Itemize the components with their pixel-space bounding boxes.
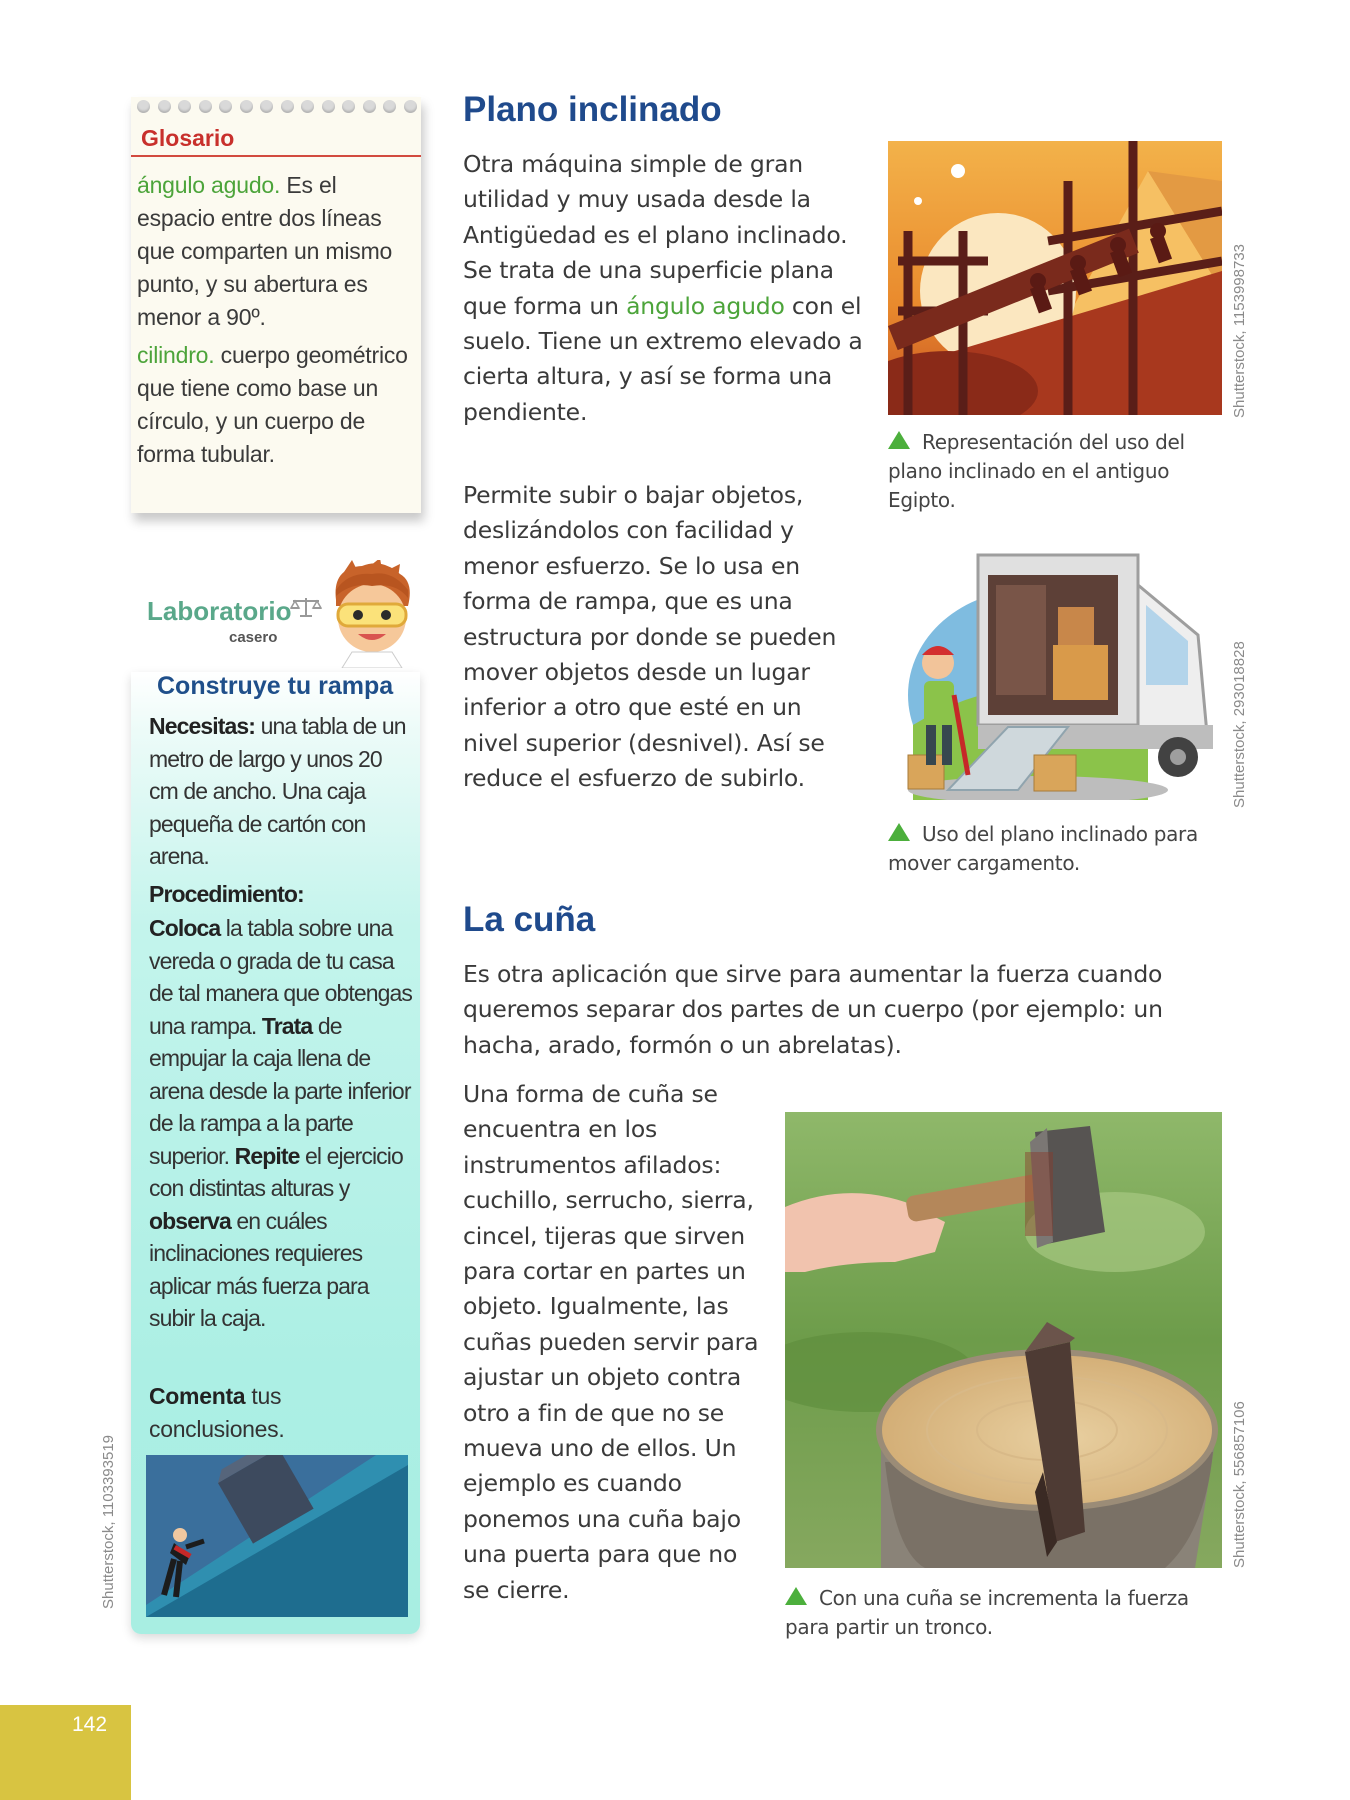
procedure-label-text: Procedimiento:	[149, 881, 304, 907]
triangle-bullet-icon	[888, 431, 910, 449]
glossary-entry	[137, 169, 419, 334]
image-credit: Shutterstock, 293018828	[1231, 641, 1248, 808]
caption-text: Con una cuña se incrementa la fuerza para partir un tronco.	[785, 1586, 1189, 1639]
ring-icon	[342, 100, 355, 113]
lab-materials	[149, 710, 414, 873]
caption-text: Representación del uso del plano inclinado en el antiguo Egipto.	[888, 430, 1185, 512]
ring-icon	[301, 100, 314, 113]
egypt-inclined-plane-image	[888, 141, 1222, 415]
image-credit: Shutterstock, 1153998733	[1231, 243, 1248, 418]
wedge-log-image	[785, 1112, 1222, 1568]
keyword-coloca: Coloca	[149, 915, 221, 941]
plano-paragraph-1	[463, 147, 863, 430]
figure-caption	[888, 428, 1218, 515]
glossary-entry	[137, 339, 419, 471]
procedure-text: en cuáles inclinaciones requieres aplicar más fuerza para subir la caja.	[149, 1207, 369, 1331]
materials-label: Necesitas:	[149, 713, 256, 739]
figure-caption	[785, 1584, 1235, 1642]
ring-icon	[158, 100, 171, 113]
cuna-paragraph-2: Una forma de cuña se encuentra en los instrumentos afilados: cuchillo, serrucho, sierra, cincel, tijeras que sirven para cortar en partes un objeto. Igualmente, las cuñas pueden servir para ajustar un objeto contra otro a fin de que no se mueva uno de ellos. Un ejemplo es cuando ponemos una cuña bajo una puerta para que no se cierre.	[463, 1080, 759, 1604]
materials-text: una tabla de un metro de largo y unos 20 cm de ancho. Una caja pequeña de cartón con arena.	[149, 713, 406, 869]
page-number: 142	[72, 1713, 108, 1736]
ring-icon	[240, 100, 253, 113]
cuna-paragraph-1: Es otra aplicación que sirve para aumentar la fuerza cuando queremos separar dos partes de un cuerpo (por ejemplo: un hacha, arado, formón o un abrelatas).	[463, 960, 1163, 1059]
lab-title: Laboratorio	[147, 596, 292, 626]
balance-scale-icon	[290, 596, 322, 618]
figure-caption	[888, 820, 1228, 878]
triangle-bullet-icon	[888, 823, 910, 841]
lab-heading: Construye tu rampa	[157, 672, 394, 700]
paragraph-text: Otra máquina simple de gran utilidad y muy usada desde la Antigüedad es el plano inclinado. Se trata de una superficie plana que forma un	[463, 150, 848, 320]
ring-icon	[404, 100, 417, 113]
section-heading-cuna: La cuña	[463, 900, 596, 939]
keyword-trata: Trata	[261, 1012, 313, 1039]
scientist-boy-icon	[322, 560, 416, 668]
ring-icon	[322, 100, 335, 113]
ring-icon	[199, 100, 212, 113]
pushing-box-up-ramp-illustration	[146, 1455, 408, 1617]
ring-icon	[178, 100, 191, 113]
conclusion-text: tus conclusiones.	[149, 1383, 285, 1442]
section-heading-plano: Plano inclinado	[463, 90, 722, 129]
truck-ramp-image	[888, 545, 1222, 800]
lab-subtitle: casero	[229, 629, 278, 646]
ring-icon	[260, 100, 273, 113]
caption-text: Uso del plano inclinado para mover cargamento.	[888, 822, 1198, 875]
glossary-definition: Es el espacio entre dos líneas que comparten un mismo punto, y su abertura es menor a 90º.	[137, 172, 393, 330]
ring-icon	[219, 100, 232, 113]
glossary-divider	[131, 155, 421, 157]
image-credit: Shutterstock, 556857106	[1231, 1401, 1248, 1568]
procedure-text: el ejercicio con distintas alturas y	[149, 1142, 403, 1201]
keyword-repite: Repite	[234, 1142, 300, 1169]
procedure-label	[149, 878, 414, 911]
lab-conclusion	[149, 1380, 414, 1445]
glossary-definition: cuerpo geométrico que tiene como base un círculo, y un cuerpo de forma tubular.	[137, 342, 408, 467]
glossary-term-link: ángulo agudo	[626, 291, 785, 320]
ring-icon	[363, 100, 376, 113]
keyword-comenta: Comenta	[149, 1383, 246, 1409]
paragraph-text: con el suelo. Tiene un extremo elevado a cierta altura, y así se forma una pendiente.	[463, 291, 863, 426]
procedure-text: la tabla sobre una vereda o grada de tu casa de tal manera que obtengas una rampa.	[149, 915, 413, 1039]
ring-icon	[281, 100, 294, 113]
ring-icon	[137, 100, 150, 113]
notebook-rings	[137, 100, 417, 116]
glossary-title: Glosario	[141, 125, 235, 151]
triangle-bullet-icon	[785, 1587, 807, 1605]
lab-procedure	[149, 912, 414, 1335]
procedure-text: de empujar la caja llena de arena desde la parte inferior de la rampa a la parte superior.	[149, 1012, 411, 1169]
glossary-term: cilindro.	[137, 342, 215, 368]
page-number-box	[0, 1705, 131, 1800]
ring-icon	[383, 100, 396, 113]
glossary-box	[131, 97, 421, 513]
image-credit: Shutterstock, 1103393519	[100, 1434, 117, 1609]
keyword-observa: observa	[149, 1207, 231, 1234]
glossary-term: ángulo agudo.	[137, 172, 281, 198]
plano-paragraph-2: Permite subir o bajar objetos, deslizándolos con facilidad y menor esfuerzo. Se lo usa en forma de rampa, que es una estructura por donde se pueden mover objetos desde un lugar inferior a otro que esté en un nivel superior (desnivel). Así se reduce el esfuerzo de subirlo.	[463, 481, 837, 793]
